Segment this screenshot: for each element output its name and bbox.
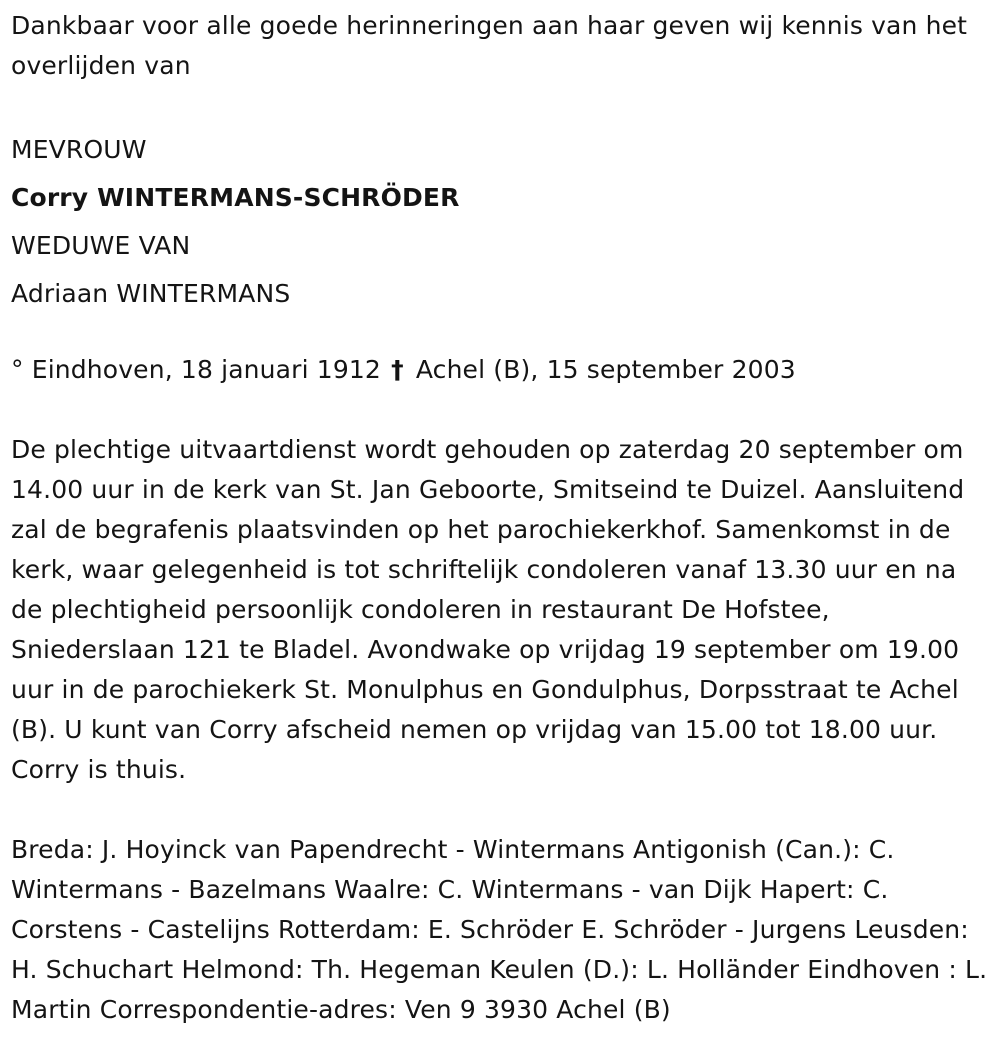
spacer [11, 86, 991, 126]
life-dates [11, 350, 991, 390]
obituary-document [11, 6, 991, 1030]
cross-icon: † [391, 355, 404, 384]
death-info: Achel (B), 15 september 2003 [415, 355, 796, 384]
funeral-details: De plechtige uitvaartdienst wordt gehouden op zaterdag 20 september om 14.00 uur in de kerk van St. Jan Geboorte, Smitseind te Duizel. Aansluitend zal de begrafenis plaatsvinden op het parochiekerkhof. Samenkomst in de kerk, waar gelegenheid is tot schriftelijk condoleren vanaf 13.30 uur en na de plechtigheid persoonlijk condoleren in restaurant De Hofstee, Sniederslaan 121 te Bladel. Avondwake op vrijdag 19 september om 19.00 uur in de parochiekerk St. Monulphus en Gondulphus, Dorpsstraat te Achel (B). U kunt van Corry afscheid nemen op vrijdag van 15.00 tot 18.00 uur. Corry is thuis. [11, 435, 965, 784]
spouse-name: Adriaan WINTERMANS [11, 279, 291, 308]
intro-text: Dankbaar voor alle goede herinneringen aan haar geven wij kennis van het overlijden van [11, 11, 968, 80]
title-mevrouw: MEVROUW [11, 135, 147, 164]
widow-label: WEDUWE VAN [11, 231, 191, 260]
deceased-name: Corry WINTERMANS-SCHRÖDER [11, 183, 460, 212]
spacer [11, 790, 991, 830]
spacer [11, 318, 991, 350]
spacer [11, 390, 991, 430]
birth-info: ° Eindhoven, 18 januari 1912 [11, 355, 381, 384]
relatives-list: Breda: J. Hoyinck van Papendrecht - Wintermans Antigonish (Can.): C. Wintermans - Bazelmans Waalre: C. Wintermans - van Dijk Hapert: C. Corstens - Castelijns Rotterdam: E. Schröder E. Schröder - Jurgens Leusden: H. Schuchart Helmond: Th. Hegeman Keulen (D.): L. Holländer Eindhoven : L. Martin Correspondentie-adres: Ven 9 3930 Achel (B) [11, 835, 988, 1024]
